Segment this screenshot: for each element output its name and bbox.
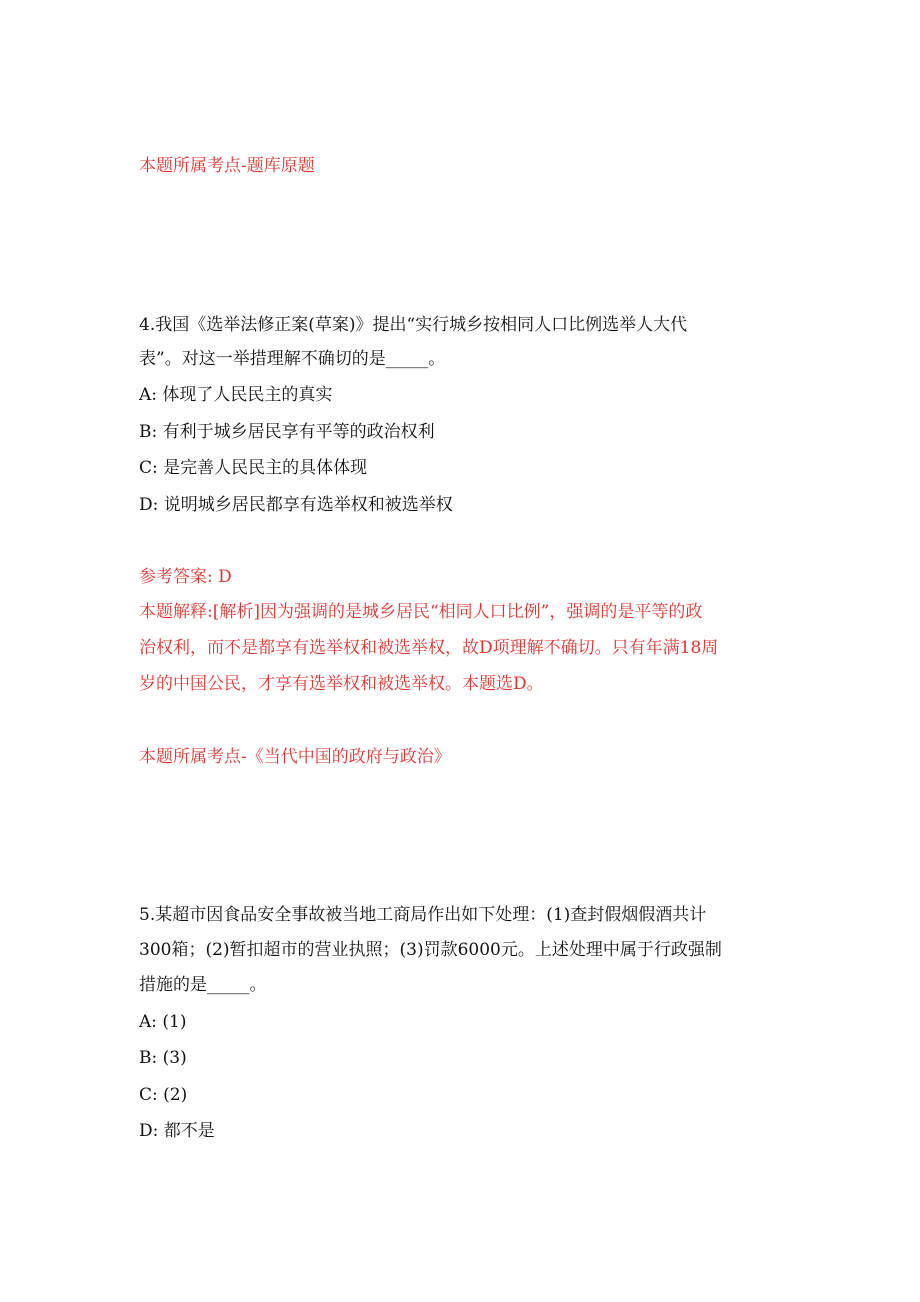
question-4-explanation-line-2: 治权利，而不是都享有选举权和被选举权，故D项理解不确切。只有年满18周	[139, 638, 719, 658]
question-5-stem-line-1: 5.某超市因食品安全事故被当地工商局作出如下处理：(1)查封假烟假酒共计	[139, 905, 707, 925]
question-4-option-c: C: 是完善人民民主的具体体现	[139, 458, 368, 478]
question-4-explanation-line-3: 岁的中国公民，才享有选举权和被选举权。本题选D。	[139, 674, 544, 694]
question-5-stem-line-2: 300箱；(2)暂扣超市的营业执照；(3)罚款6000元。上述处理中属于行政强制	[139, 940, 722, 960]
question-5-option-c: C: (2)	[139, 1085, 188, 1105]
question-4-option-a: A: 体现了人民民主的真实	[139, 385, 333, 405]
question-4-stem-line-1: 4.我国《选举法修正案(草案)》提出“实行城乡按相同人口比例选举人大代	[139, 315, 688, 335]
question-5-option-d: D: 都不是	[139, 1121, 215, 1141]
question-5-option-b: B: (3)	[139, 1048, 187, 1068]
question-4-option-d: D: 说明城乡居民都享有选举权和被选举权	[139, 495, 453, 515]
question-4-topic-line: 本题所属考点-《当代中国的政府与政治》	[139, 747, 451, 767]
question-4-answer: 参考答案: D	[139, 567, 232, 587]
topic-line-top: 本题所属考点-题库原题	[139, 156, 315, 176]
question-5-option-a: A: (1)	[139, 1012, 187, 1032]
question-5-stem-line-3: 措施的是_____。	[139, 975, 267, 995]
question-4-explanation-line-1: 本题解释:[解析]因为强调的是城乡居民“相同人口比例”，强调的是平等的政	[139, 602, 703, 622]
question-4-stem-line-2: 表”。对这一举措理解不确切的是_____。	[139, 349, 446, 369]
question-4-option-b: B: 有利于城乡居民享有平等的政治权利	[139, 422, 435, 442]
